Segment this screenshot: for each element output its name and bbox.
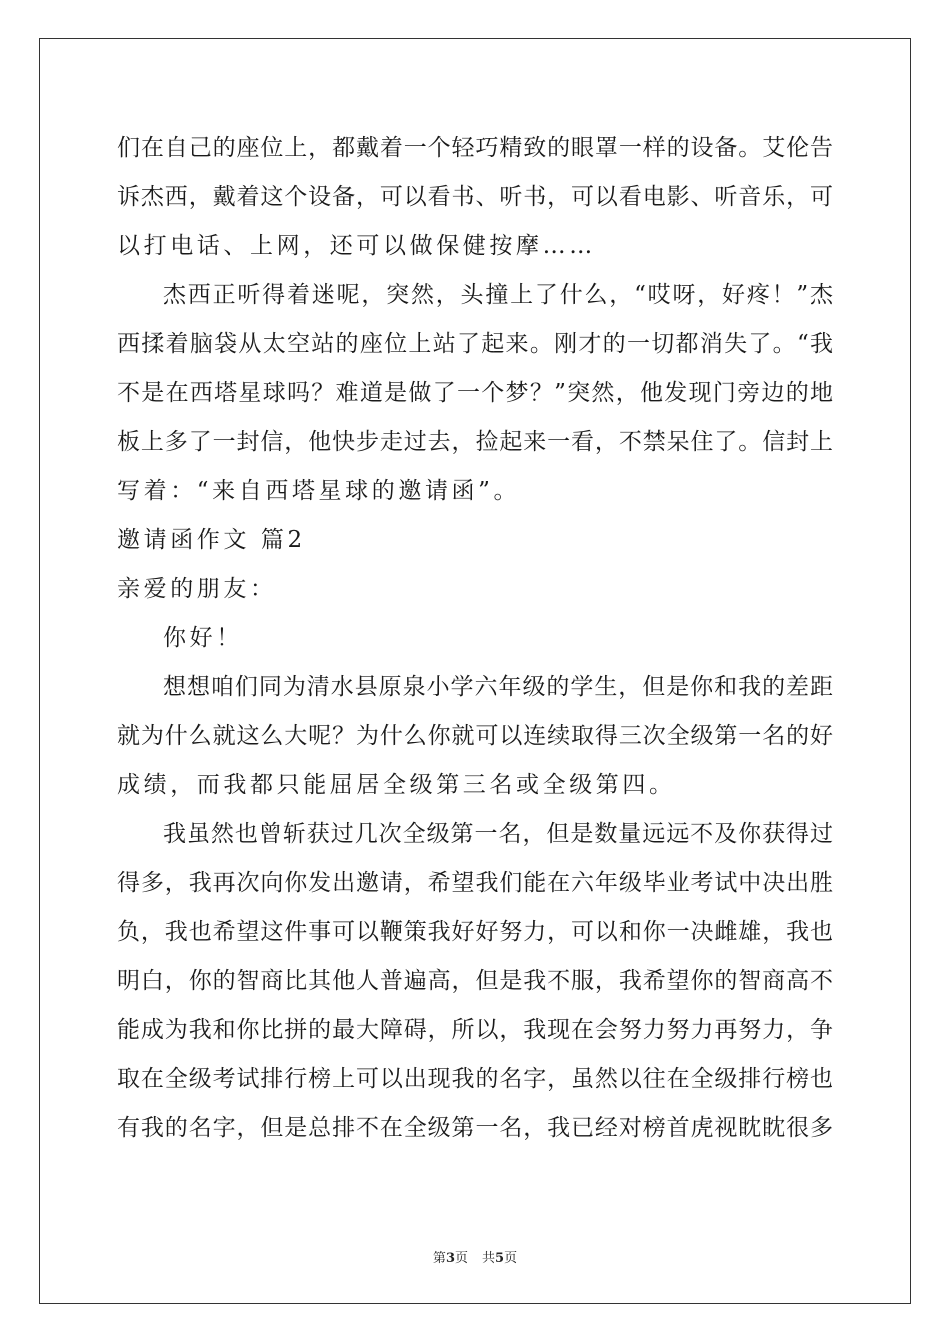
page-prefix: 第 [432,1251,446,1266]
text-line: 板上多了一封信，他快步走过去，捡起来一看，不禁呆住了。信封上 [117,429,833,455]
text-line: 以打电话、上网，还可以做保健按摩…… [117,233,596,259]
text-line: 写着：“来自西塔星球的邀请函”。 [117,478,521,504]
text-line: 诉杰西，戴着这个设备，可以看书、听书，可以看电影、听音乐，可 [117,184,833,210]
paragraph-start-line: 我虽然也曾斩获过几次全级第一名，但是数量远远不及你获得过 [163,821,833,847]
salutation: 亲爱的朋友： [117,576,277,602]
text-line: 成绩，而我都只能屈居全级第三名或全级第四。 [117,772,676,798]
total-prefix: 共 [482,1251,496,1266]
text-line: 不是在西塔星球吗？难道是做了一个梦？”突然，他发现门旁边的地 [117,380,833,406]
page-footer [0,1247,950,1266]
paragraph-start-line: 想想咱们同为清水县原泉小学六年级的学生，但是你和我的差距 [163,674,833,700]
text-line: 们在自己的座位上，都戴着一个轻巧精致的眼罩一样的设备。艾伦告 [117,135,833,161]
paragraph-start-line: 杰西正听得着迷呢，突然，头撞上了什么，“哎呀，好疼！”杰 [163,282,833,308]
total-suffix: 页 [504,1251,518,1266]
text-line: 得多，我再次向你发出邀请，希望我们能在六年级毕业考试中决出胜 [117,870,833,896]
total-page-count: 5 [495,1251,505,1266]
text-line: 就为什么就这么大呢？为什么你就可以连续取得三次全级第一名的好 [117,723,833,749]
current-page-number: 3 [445,1251,455,1266]
document-body [117,124,833,1153]
text-line: 明白，你的智商比其他人普遍高，但是我不服，我希望你的智商高不 [117,968,833,994]
greeting: 你好！ [163,625,243,651]
text-line: 取在全级考试排行榜上可以出现我的名字，虽然以往在全级排行榜也 [117,1066,833,1092]
text-line: 有我的名字，但是总排不在全级第一名，我已经对榜首虎视眈眈很多 [117,1115,833,1141]
text-line: 能成为我和你比拼的最大障碍，所以，我现在会努力努力再努力，争 [117,1017,833,1043]
text-line: 负，我也希望这件事可以鞭策我好好努力，可以和你一决雌雄，我也 [117,919,833,945]
section-heading: 邀请函作文 篇2 [117,527,306,553]
page-suffix: 页 [454,1251,468,1266]
text-line: 西揉着脑袋从太空站的座位上站了起来。刚才的一切都消失了。“我 [117,331,833,357]
